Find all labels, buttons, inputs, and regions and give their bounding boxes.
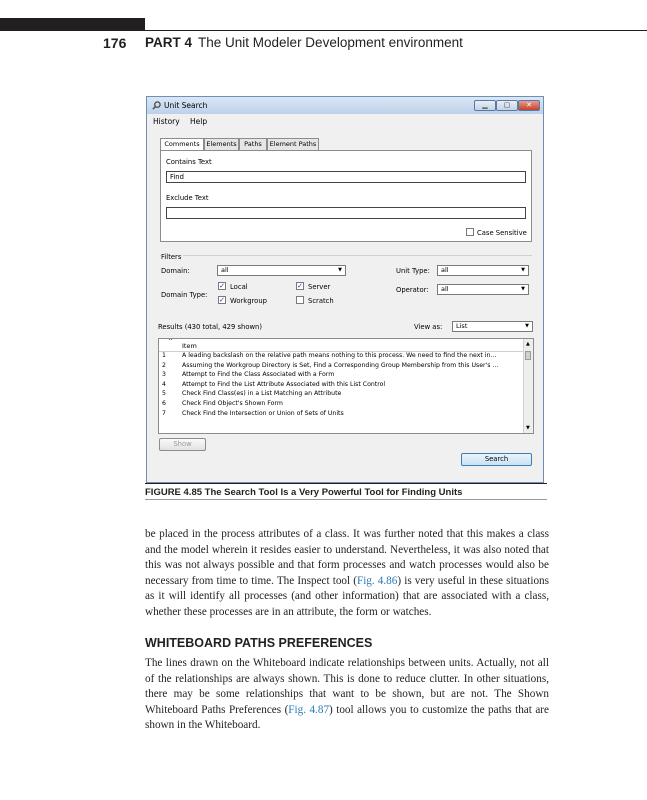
domain-label: Domain: <box>161 267 190 275</box>
list-item-text: Check Find Object's Shown Form <box>182 400 283 407</box>
list-item[interactable] <box>159 381 523 390</box>
list-item-text: Check Find the Intersection or Union of Sets of Units <box>182 409 344 417</box>
local-checkbox[interactable]: ✓ <box>219 282 225 290</box>
case-sensitive-label: Case Sensitive <box>477 229 527 237</box>
tab-comments[interactable]: Comments <box>160 138 204 151</box>
part-label: PART 4 <box>145 35 193 50</box>
list-item-number: 7 <box>162 409 166 417</box>
tab-element-paths[interactable]: Element Paths <box>267 138 319 150</box>
contains-text-label: Contains Text <box>166 158 212 166</box>
unit-type-select-value: all <box>441 266 449 274</box>
list-item-text: Attempt to Find the List Attribute Associated with this List Control <box>182 380 386 388</box>
menu-help[interactable]: Help <box>190 117 208 126</box>
scratch-checkbox[interactable] <box>296 296 304 304</box>
list-item-number: 1 <box>162 352 166 359</box>
exclude-text-input[interactable] <box>166 207 526 219</box>
operator-select-value: all <box>441 285 449 293</box>
chevron-down-icon: ▼ <box>338 267 342 273</box>
close-button[interactable]: ✕ <box>518 100 540 111</box>
search-button[interactable]: Search <box>461 453 532 466</box>
page-number: 176 <box>103 35 127 51</box>
list-item-number: 5 <box>162 390 166 398</box>
list-scrollbar[interactable] <box>523 339 533 433</box>
workgroup-label: Workgroup <box>230 297 267 305</box>
scroll-down-icon[interactable]: ▼ <box>526 425 530 431</box>
running-head <box>145 35 463 50</box>
domain-select[interactable] <box>217 265 346 276</box>
list-item-number: 6 <box>162 400 166 407</box>
list-item[interactable] <box>159 371 523 380</box>
list-item[interactable] <box>159 410 523 419</box>
list-item-text: Assuming the Workgroup Directory is Set, Find a Corresponding Group Membership from this User's ... <box>182 361 499 369</box>
title-bar <box>147 97 543 114</box>
item-column-header[interactable]: Item <box>182 342 197 350</box>
view-as-label: View as: <box>414 323 443 331</box>
filters-divider <box>160 255 532 256</box>
para2-text-b: ) tool allows you to customize the paths that are shown in the Whiteboard. <box>145 703 549 732</box>
tab-paths[interactable]: Paths <box>239 138 267 150</box>
server-checkbox[interactable]: ✓ <box>297 282 303 290</box>
list-item[interactable] <box>159 362 523 371</box>
sort-up-icon[interactable]: ^ <box>168 338 174 345</box>
body-paragraph-1 <box>145 527 549 621</box>
para2-text-a: The lines drawn on the Whiteboard indicate relationships between units. Actually, not all of the relationships are always shown. This is done to reduce clutter. In other situations, there may be some relationships that want to be shown, but are not. The Shown Whiteboard Paths Preferences ( <box>145 657 549 716</box>
case-sensitive-checkbox[interactable] <box>466 228 474 236</box>
minimize-button[interactable]: ▁ <box>474 100 496 111</box>
section-heading: WHITEBOARD PATHS PREFERENCES <box>145 636 373 650</box>
list-item-number: 2 <box>162 361 166 369</box>
domain-type-label: Domain Type: <box>161 291 208 299</box>
unit-type-select[interactable] <box>437 265 529 276</box>
unit-search-window <box>146 96 544 483</box>
list-item-text: Check Find Class(es) in a List Matching an Attribute <box>182 390 342 398</box>
chevron-down-icon: ▼ <box>521 267 525 273</box>
domain-select-value: all <box>221 266 229 274</box>
tab-elements[interactable]: Elements <box>204 138 239 150</box>
list-item[interactable] <box>159 400 523 409</box>
caption-rule-top <box>145 483 547 484</box>
figure-reference-link[interactable]: Fig. 4.86 <box>356 574 398 587</box>
view-as-select[interactable] <box>452 321 533 332</box>
scratch-label: Scratch <box>308 297 334 305</box>
chevron-down-icon: ▼ <box>525 323 529 329</box>
chevron-down-icon: ▼ <box>521 286 525 292</box>
show-button[interactable]: Show <box>159 438 206 451</box>
maximize-button[interactable]: ▢ <box>496 100 518 111</box>
view-as-select-value: List <box>456 322 468 330</box>
body-paragraph-2 <box>145 656 549 734</box>
para1-text-a: be placed in the process attributes of a class. It was further noted that this makes a class and the model wherein it resides easier to understand. Nevertheless, it was also noted that this was not always possible and that form processes and watch processes would also be necessary from time to time. The Inspect tool ( <box>145 528 549 587</box>
search-icon <box>152 101 161 110</box>
scroll-thumb[interactable] <box>525 351 531 360</box>
part-title: The Unit Modeler Development environment <box>198 35 463 50</box>
unit-type-label: Unit Type: <box>396 267 430 275</box>
contains-text-input[interactable]: Find <box>166 171 526 183</box>
exclude-text-label: Exclude Text <box>166 194 209 202</box>
figure-caption: FIGURE 4.85 The Search Tool Is a Very Powerful Tool for Finding Units <box>145 487 463 498</box>
list-item-number: 4 <box>162 380 166 388</box>
caption-rule-bottom <box>145 499 547 500</box>
comments-panel <box>160 150 532 242</box>
figure-reference-link[interactable]: Fig. 4.87 <box>288 703 330 716</box>
workgroup-checkbox[interactable]: ✓ <box>219 296 225 304</box>
list-item-number: 3 <box>162 371 166 379</box>
operator-label: Operator: <box>396 286 429 294</box>
filters-label: Filters <box>161 253 182 261</box>
window-title: Unit Search <box>164 101 208 110</box>
header-bar <box>0 18 145 31</box>
list-item-text: A leading backslash on the relative path means nothing to this process. We need to find the next in... <box>182 352 497 359</box>
results-list[interactable] <box>158 338 534 434</box>
header-rule <box>145 30 647 31</box>
results-count: Results (430 total, 429 shown) <box>158 323 263 331</box>
menu-history[interactable]: History <box>153 117 180 126</box>
local-label: Local <box>230 283 248 291</box>
operator-select[interactable] <box>437 284 529 295</box>
menu-bar <box>147 115 543 127</box>
server-label: Server <box>308 283 331 291</box>
scroll-up-icon[interactable]: ▲ <box>526 341 530 347</box>
para1-text-b: ) is very useful in these situations as it will identify all processes (and other information) that are associated with a class, whether these processes are in an attribute, the form or watches. <box>145 574 549 618</box>
list-item[interactable] <box>159 390 523 399</box>
list-header <box>159 339 523 352</box>
list-item-text: Attempt to Find the Class Associated with a Form <box>182 371 335 379</box>
list-item[interactable] <box>159 352 523 361</box>
